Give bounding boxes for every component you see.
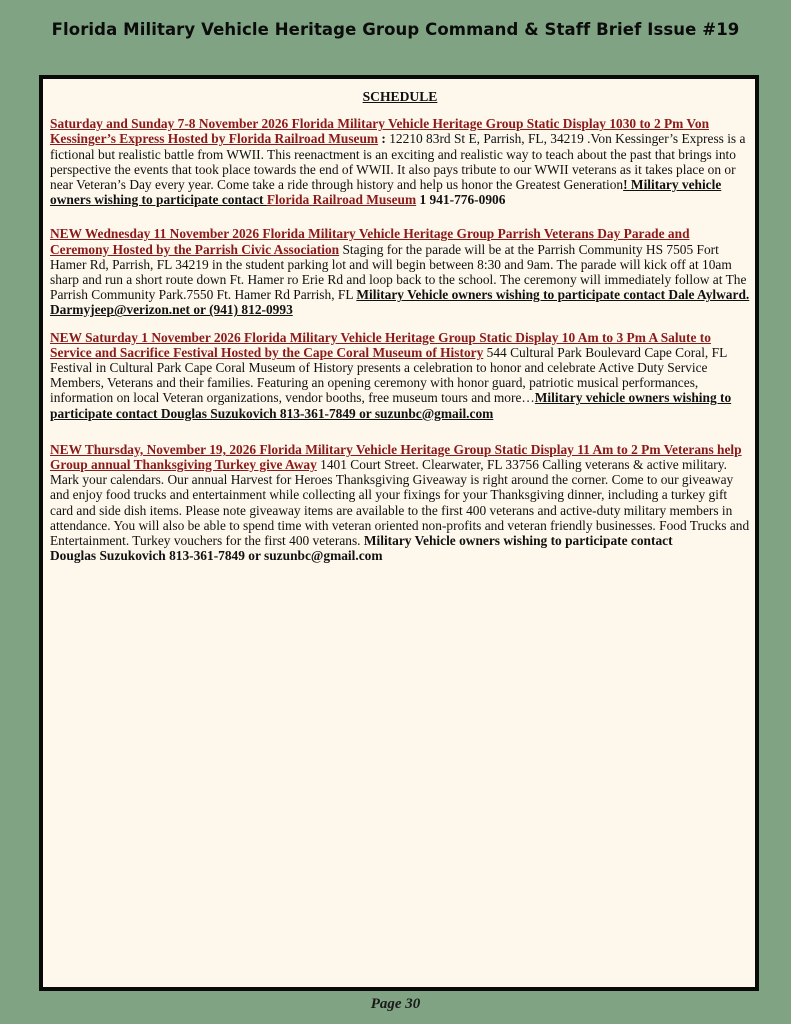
event-title[interactable]: NEW Wednesday 11 November 2026 Florida Military Vehicle Heritage Group Parrish Veterans Day Parade and Ceremony Hosted by the Parrish Civic Association	[50, 226, 690, 257]
event-title[interactable]: NEW Thursday, November 19, 2026 Florida Military Vehicle Heritage Group Static Display 11 Am to 2 Pm Veterans help Group annual Thanksgiving Turkey give Away	[50, 441, 742, 473]
event-contact-details: Douglas Suzukovich 813-361-7849 or suzunbc@gmail.com	[50, 548, 383, 564]
event-contact-org-link[interactable]: Florida Railroad Museum	[266, 192, 417, 208]
event-title[interactable]: NEW Saturday 1 November 2026 Florida Military Vehicle Heritage Group Static Display 10 Am to 3 Pm A Salute to Service and Sacrifice Festival Hosted by the Cape Coral Museum of History	[50, 329, 711, 360]
event-contact-phone: 1 941-776-0906	[416, 192, 506, 208]
event-contact[interactable]: Military Vehicle owners wishing to participate contact Dale Aylward. Darmyjeep@verizon.net or (941) 812-0993	[50, 287, 750, 318]
event-title[interactable]: Saturday and Sunday 7-8 November 2026 Florida Military Vehicle Heritage Group Static Display 1030 to 2 Pm Von Kessinger’s Express Hosted by Florida Railroad Museum	[50, 116, 710, 147]
event-body: 12210 83rd St E, Parrish, FL, 34219 .Von Kessinger’s Express is a fictional but realistic battle from WWII. This reenactment is an exciting and realistic way to teach about the past that brings into perspective the events that took place towards the end of WWII. It also pays tribute to our WWII veterans as it takes place on or near Veteran’s Day every year. Come take a ride through history and help us honor the Greatest Generation	[50, 131, 746, 193]
event-contact: ! Military vehicle owners wishing to participate contact	[50, 177, 722, 208]
event-contact: Military Vehicle owners wishing to participate contact	[363, 533, 673, 549]
event-thanksgiving-turkey	[50, 442, 750, 564]
event-body: 544 Cultural Park Boulevard Cape Coral, FL Festival in Cultural Park Cape Coral Museum of History presents a celebration to honor and celebrate Active Duty Service Members, Veterans and their families. Featuring an opening ceremony with honor guard, patriotic musical performances, information on local Veteran organizations, vendor booths, free museum tours and more…	[50, 344, 727, 406]
event-contact[interactable]: Military vehicle owners wishing to participate contact Douglas Suzukovich 813-361-7849 or suzunbc@gmail.com	[50, 390, 732, 421]
event-title-separator: :	[378, 131, 390, 147]
event-body: 1401 Court Street. Clearwater, FL 33756 Calling veterans & active military. Mark your calendars. Our annual Harvest for Heroes Thanksgiving Giveaway is right around the corner. Come to our giveaway and enjoy food trucks and entertainment while collecting all your fixings for your Thanksgiving dinner, including a turkey gift card and side dish items. Please note giveaway items are available to the first 400 veterans and active-duty military members in attendance. You will also be able to spend time with veteran oriented non-profits and veteran friendly businesses. Food Trucks and Entertainment. Turkey vouchers for the first 400 veterans.	[50, 457, 750, 549]
event-parrish-veterans-day	[50, 226, 750, 317]
event-von-kessinger	[50, 116, 750, 207]
event-body: Staging for the parade will be at the Parrish Community HS 7505 Fort Hamer Rd, Parrish, FL 34219 in the student parking lot and will begin between 8:30 and 9am. The parade will kick off at 10am sharp and run a short route down Ft. Hamer ro Erie Rd and loop back to the school. The ceremony will immediately follow at The Parrish Community Park.7550 Ft. Hamer Rd Parrish, FL	[50, 241, 747, 303]
page-header-title: Florida Military Vehicle Heritage Group Command & Staff Brief Issue #19	[51, 20, 740, 39]
event-cape-coral-festival	[50, 330, 750, 421]
schedule-title: SCHEDULE	[362, 89, 438, 104]
schedule-panel	[39, 75, 759, 991]
page-number: Page 30	[370, 996, 421, 1012]
